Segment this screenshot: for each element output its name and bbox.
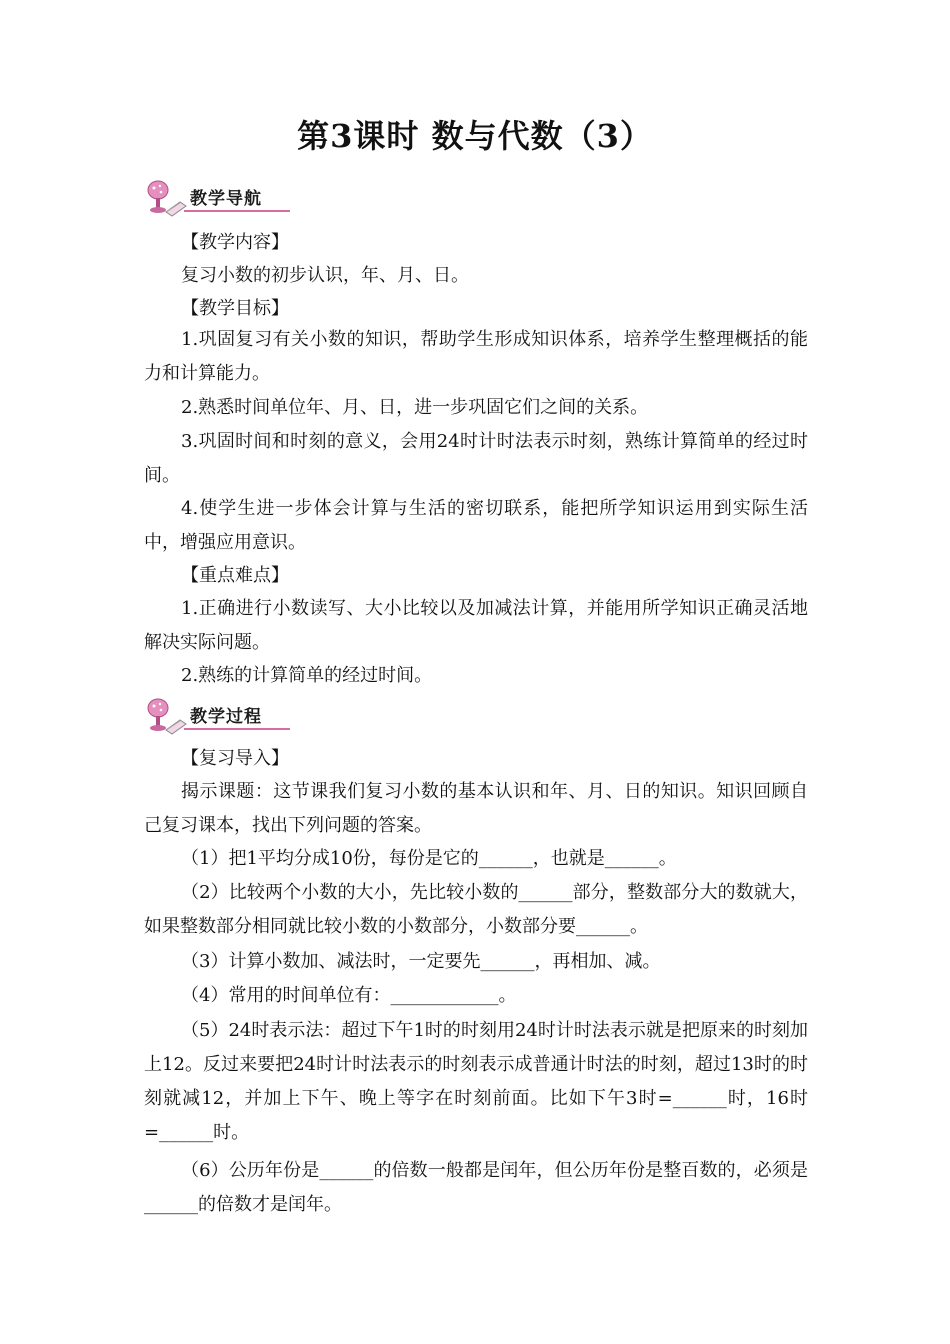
question-2: （2）比较两个小数的大小，先比较小数的______部分，整数部分大的数就大，如果整数部分相同就比较小数的小数部分，小数部分要______。	[144, 882, 808, 937]
question-5: （5）24时表示法：超过下午1时的时刻用24时计时法表示就是把原来的时刻加上12。反过来要把24时计时法表示的时刻表示成普通计时法的时刻，超过13时的时刻就减12，并加上下午、晚上等字在时刻前面。比如下午3时=______时，16时=______时。	[144, 1020, 808, 1143]
goal-item-4: 4.使学生进一步体会计算与生活的密切联系，能把所学知识运用到实际生活中，增强应用意识。	[144, 498, 808, 553]
question-1: （1）把1平均分成10份，每份是它的______，也就是______。	[181, 848, 677, 869]
goal-item-2: 2.熟悉时间单位年、月、日，进一步巩固它们之间的关系。	[181, 397, 649, 418]
content-text: 复习小数的初步认识，年、月、日。	[181, 265, 469, 286]
intro-text: 揭示课题：这节课我们复习小数的基本认识和年、月、日的知识。知识回顾自己复习课本，找出下列问题的答案。	[144, 781, 808, 836]
goals-heading: 【教学目标】	[181, 298, 289, 319]
section-header-process	[144, 696, 294, 736]
goal-item-3: 3.巩固时间和时刻的意义，会用24时计时法表示时刻，熟练计算简单的经过时间。	[144, 431, 808, 486]
question-4: （4）常用的时间单位有：____________。	[181, 985, 517, 1006]
section-underline-nav	[184, 210, 290, 212]
key-point-2: 2.熟练的计算简单的经过时间。	[181, 665, 433, 686]
lamp-book-icon	[144, 696, 188, 736]
section-label-nav: 教学导航	[190, 189, 262, 209]
section-label-process: 教学过程	[190, 707, 262, 727]
lamp-book-icon	[144, 178, 188, 218]
question-6: （6）公历年份是______的倍数一般都是闰年，但公历年份是整百数的，必须是______的倍数才是闰年。	[144, 1160, 808, 1215]
page-title: 第3课时 数与代数（3）	[297, 117, 653, 155]
key-point-1: 1.正确进行小数读写、大小比较以及加减法计算，并能用所学知识正确灵活地解决实际问题。	[144, 598, 808, 653]
question-3: （3）计算小数加、减法时，一定要先______，再相加、减。	[181, 951, 661, 972]
section-header-nav	[144, 178, 294, 218]
goal-item-1: 1.巩固复习有关小数的知识，帮助学生形成知识体系，培养学生整理概括的能力和计算能力。	[144, 329, 808, 384]
key-heading: 【重点难点】	[181, 565, 289, 586]
intro-heading: 【复习导入】	[181, 748, 289, 769]
content-heading: 【教学内容】	[181, 232, 289, 253]
section-underline-process	[184, 728, 290, 730]
